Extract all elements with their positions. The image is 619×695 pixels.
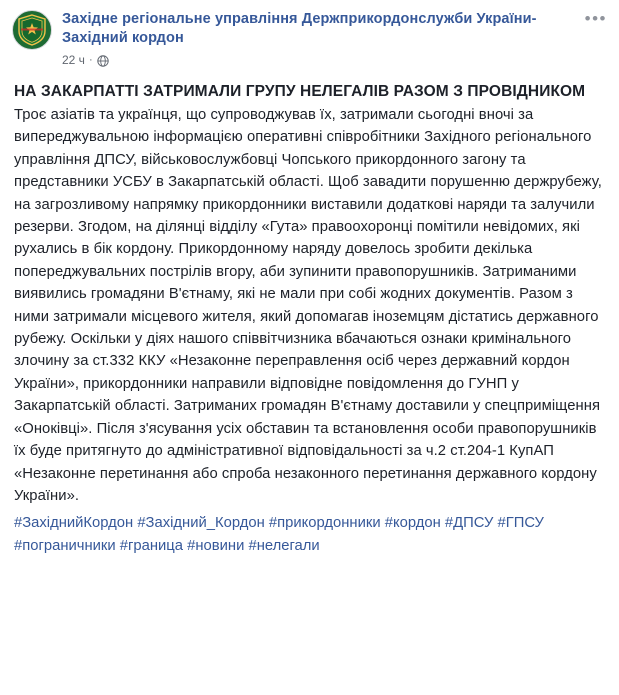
hashtag-link[interactable]: #нелегали xyxy=(248,537,320,554)
hashtag-link[interactable]: #Західний_Кордон xyxy=(137,515,265,532)
border-guard-crest-icon xyxy=(17,14,47,46)
post-text: Троє азіатів та українця, що супроводжував їх, затримали сьогодні вночі за випереджувальною інформацією оперативні співробітники Західного регіонального управління ДПСУ, військовослужбовці Чопського прикордонного загону та представники УСБУ в Закарпатській області. Щоб завадити порушенню держрубежу, на загрозливому напрямку прикордонники виставили додаткові наряди та залучили резерви. Згодом, на ділянці відділу «Гута» правоохоронці помітили невідомих, які рухались в бік кордону. Прикордонному наряду довелось зробити декілька попереджувальних пострілів вгору, аби зупинити правопорушників. Затриманими виявились громадяни В'єтнаму, які не мали при собі жодних документів. Разом з ними затримали місцевого жителя, який допомагав іноземцям дістатись державного рубежу. Оскільки у діях нашого співвітчизника вбачаються ознаки кримінального злочину за ст.332 ККУ «Незаконне переправлення осіб через державний кордон України», прикордонники направили відповідне повідомлення до ГУНП у Закарпатській області. Затриманих громадян В'єтнаму доставили у спецприміщення «Оноківці». Після з'ясування усіх обставин та встановлення особи правопорушників їх буде притягнуто до адміністративної відповідальності за ч.2 ст.204-1 КупАП «Незаконне перетинання або спроба незаконного перетинання державного кордону України». xyxy=(14,107,602,504)
post-title: НА ЗАКАРПАТТІ ЗАТРИМАЛИ ГРУПУ НЕЛЕГАЛІВ РАЗОМ З ПРОВІДНИКОМ xyxy=(14,83,586,100)
meta-separator: · xyxy=(88,54,93,66)
hashtag-link[interactable]: #ГПСУ xyxy=(497,515,544,532)
hashtag-link[interactable]: #ЗахіднийКордон xyxy=(14,515,134,532)
post-hashtags xyxy=(14,512,605,557)
post-header xyxy=(0,0,619,67)
avatar[interactable] xyxy=(12,10,52,50)
hashtag-link[interactable]: #ДПСУ xyxy=(444,515,494,532)
post-timestamp[interactable]: 22 ч xyxy=(62,53,85,67)
hashtag-link[interactable]: #граница xyxy=(119,537,184,554)
ellipsis-icon[interactable]: ••• xyxy=(584,9,607,28)
hashtag-link[interactable]: #прикордонники xyxy=(268,515,381,532)
post-body xyxy=(0,67,619,557)
post-header-text xyxy=(62,10,607,67)
hashtag-link[interactable]: #новини xyxy=(187,537,245,554)
hashtag-link[interactable]: #пограничники xyxy=(14,537,116,554)
page-name-link[interactable]: Західне регіональне управління Держприкордонслужби України-Західний кордон xyxy=(62,11,537,46)
globe-icon[interactable] xyxy=(97,55,109,67)
hashtag-link[interactable]: #кордон xyxy=(384,515,441,532)
post-meta xyxy=(62,53,573,67)
